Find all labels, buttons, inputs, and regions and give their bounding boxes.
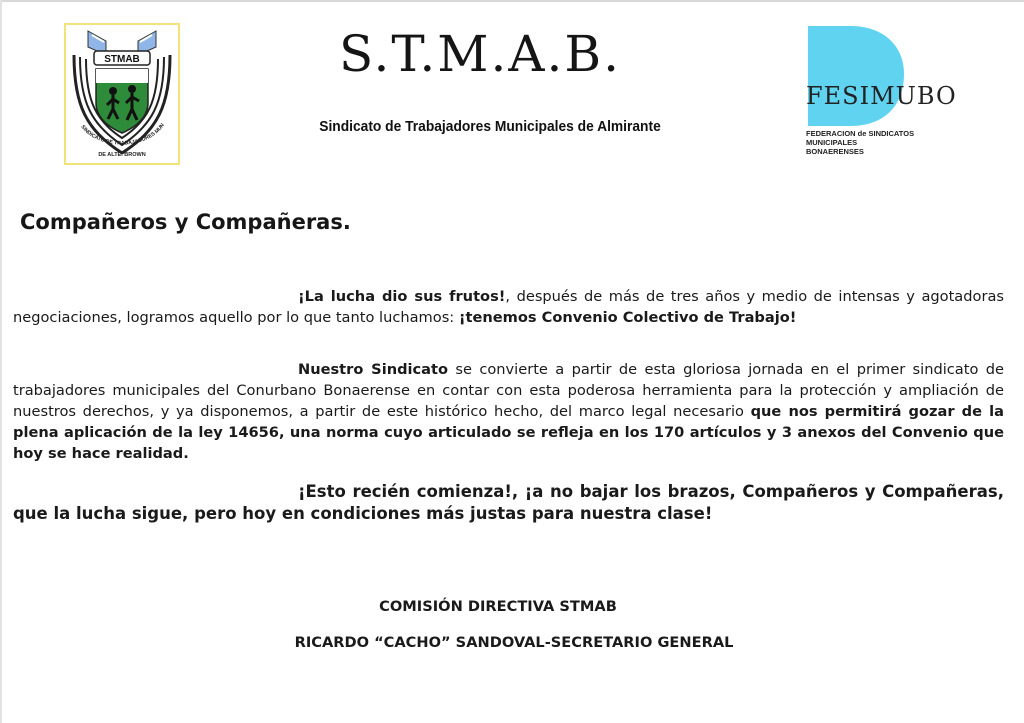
fesimubo-caption bbox=[806, 129, 916, 156]
paragraph-2 bbox=[13, 359, 1004, 464]
paragraph-1-lead: ¡La lucha dio sus frutos! bbox=[298, 288, 506, 305]
paragraph-3-text: ¡Esto recién comienza!, ¡a no bajar los brazos, Compañeros y Compañeras, que la lucha sigue, pero hoy en condiciones más justas para nuestra clase! bbox=[13, 482, 1004, 523]
paragraph-2-lead: Nuestro Sindicato bbox=[298, 361, 449, 378]
paragraph-2-text: se convierte a partir de esta gloriosa jornada en el primer sindicato de trabajadores municipales del Conurbano Bonaerense en contar con esta poderosa herramienta para la protección y ampliación de nuestros derechos, y ya disponemos, a partir de este histórico hecho, del marco legal necesario bbox=[13, 361, 1004, 420]
paragraph-1-emphasis: ¡tenemos Convenio Colectivo de Trabajo! bbox=[458, 309, 797, 326]
paragraph-3 bbox=[13, 481, 1004, 525]
signature-committee: COMISIÓN DIRECTIVA STMAB bbox=[379, 598, 617, 615]
page-title: S.T.M.A.B. bbox=[339, 25, 621, 83]
paragraph-1 bbox=[13, 286, 1004, 328]
fesimubo-caption-line1: FEDERACION de SINDICATOS bbox=[806, 129, 915, 138]
signature-secretary: RICARDO “CACHO” SANDOVAL-SECRETARIO GENERAL bbox=[294, 634, 734, 651]
page-subtitle: Sindicato de Trabajadores Municipales de Almirante bbox=[319, 118, 661, 135]
fesimubo-caption-line2: MUNICIPALES BONAERENSES bbox=[806, 138, 864, 156]
stmab-ring-text: SINDICATO DE TRABAJADORES MUN bbox=[79, 122, 166, 147]
fesimubo-wordmark: FESIMUBO bbox=[806, 82, 957, 110]
greeting-heading: Compañeros y Compañeras. bbox=[20, 210, 351, 234]
paragraph-2-emphasis: que nos permitirá gozar de la plena aplicación de la ley 14656, una norma cuyo articulado se refleja en los 170 artículos y 3 anexos del Convenio que hoy se hace realidad. bbox=[13, 403, 1004, 462]
stmab-bottom-text: DE ALTE. BROWN bbox=[98, 152, 146, 158]
page-edge-top bbox=[0, 0, 1024, 2]
stmab-shield-logo-icon bbox=[64, 23, 180, 165]
paragraph-1-text: , después de más de tres años y medio de intensas y agotadoras negociaciones, logramos aquello por lo que tanto luchamos: bbox=[13, 288, 1004, 326]
stmab-banner-text: STMAB bbox=[104, 54, 140, 65]
